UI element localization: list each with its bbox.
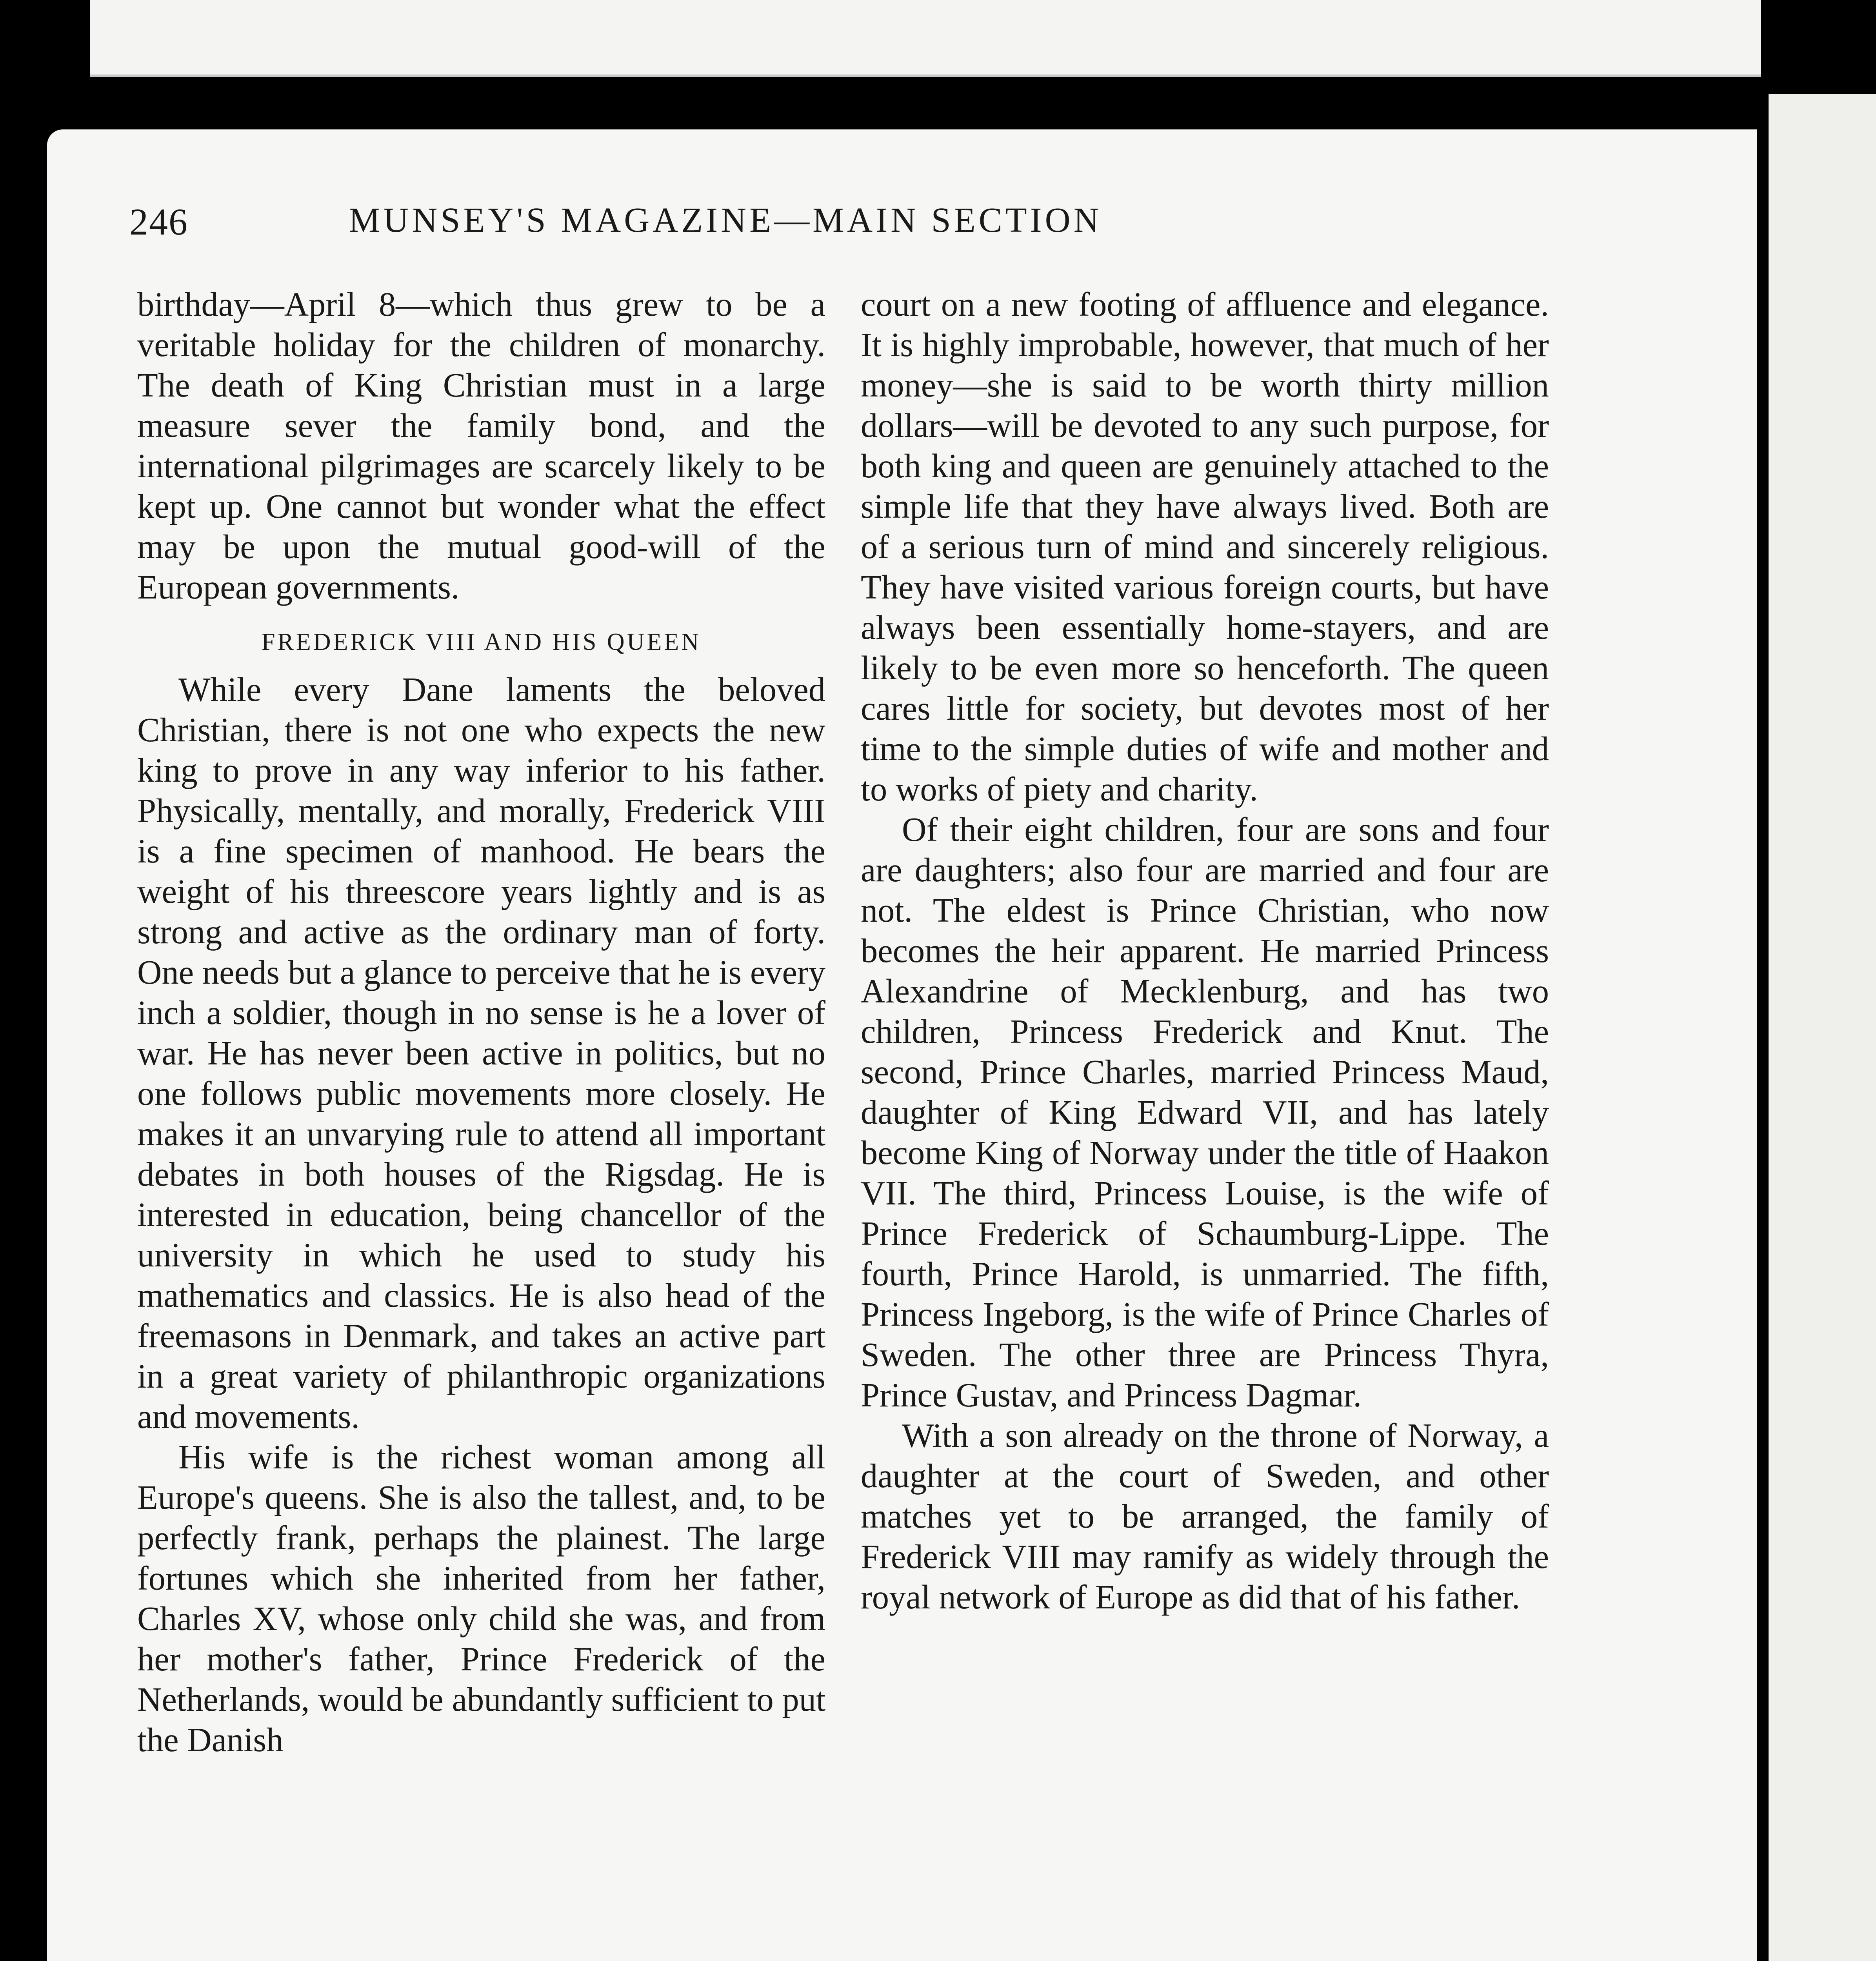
left-column (137, 284, 825, 1760)
page-header (129, 200, 1322, 247)
right-column (861, 284, 1549, 1617)
running-head: MUNSEY'S MAGAZINE—MAIN SECTION (349, 201, 1102, 240)
adjacent-page-edge-right (1769, 94, 1876, 1961)
paragraph: With a son already on the throne of Norway, a daughter at the court of Sweden, and other matches yet to be arranged, the family of Frederick VIII may ramify as widely through the royal network of Europe as did that of his father. (861, 1417, 1549, 1616)
section-heading: FREDERICK VIII AND HIS QUEEN (262, 629, 701, 655)
paragraph: Of their eight children, four are sons and four are daughters; also four are married and four are not. The eldest is Prince Christian, who now becomes the heir apparent. He married Princess Alexandrine of Mecklenburg, and has two children, Princess Frederick and Knut. The second, Prince Charles, married Princess Maud, daughter of King Edward VII, and has lately become King of Norway under the title of Haakon VII. The third, Princess Louise, is the wife of Prince Frederick of Schaumburg-Lippe. The fourth, Prince Harold, is unmarried. The fifth, Princess Ingeborg, is the wife of Prince Charles of Sweden. The other three are Princess Thyra, Prince Gustav, and Princess Dagmar. (861, 811, 1549, 1414)
adjacent-page-edge (90, 0, 1761, 77)
page-number: 246 (129, 201, 188, 243)
paragraph: His wife is the richest woman among all Europe's queens. She is also the tallest, and, to be perfectly frank, perhaps the plainest. The large fortunes which she inherited from her father, Charles XV, whose only child she was, and from her mother's father, Prince Frederick of the Netherlands, would be abundantly sufficient to put the Danish (137, 1438, 825, 1759)
paragraph: birthday—April 8—which thus grew to be a veritable holiday for the children of monarchy. The death of King Christian must in a large measure sever the family bond, and the international pilgrimages are scarcely likely to be kept up. One cannot but wonder what the effect may be upon the mutual good-will of the European governments. (137, 286, 825, 606)
paragraph: court on a new footing of affluence and elegance. It is highly improbable, however, that much of her money—she is said to be worth thirty million dollars—will be devoted to any such purpose, for both king and queen are genuinely attached to the simple life that they have always lived. Both are of a serious turn of mind and sincerely religious. They have visited various foreign courts, but have always been essentially home-stayers, and are likely to be even more so henceforth. The queen cares little for society, but devotes most of her time to the simple duties of wife and mother and to works of piety and charity. (861, 286, 1549, 808)
paragraph: While every Dane laments the beloved Christian, there is not one who expects the new king to prove in any way inferior to his father. Physically, mentally, and morally, Frederick VIII is a fine specimen of manhood. He bears the weight of his threescore years lightly and is as strong and active as the ordinary man of forty. One needs but a glance to perceive that he is every inch a soldier, though in no sense is he a lover of war. He has never been active in politics, but no one follows public movements more closely. He makes it an unvarying rule to attend all important debates in both houses of the Rigsdag. He is interested in education, being chancellor of the university in which he used to study his mathematics and classics. He is also head of the freemasons in Denmark, and takes an active part in a great variety of philanthropic organizations and movements. (137, 671, 825, 1435)
magazine-page (47, 129, 1757, 1961)
